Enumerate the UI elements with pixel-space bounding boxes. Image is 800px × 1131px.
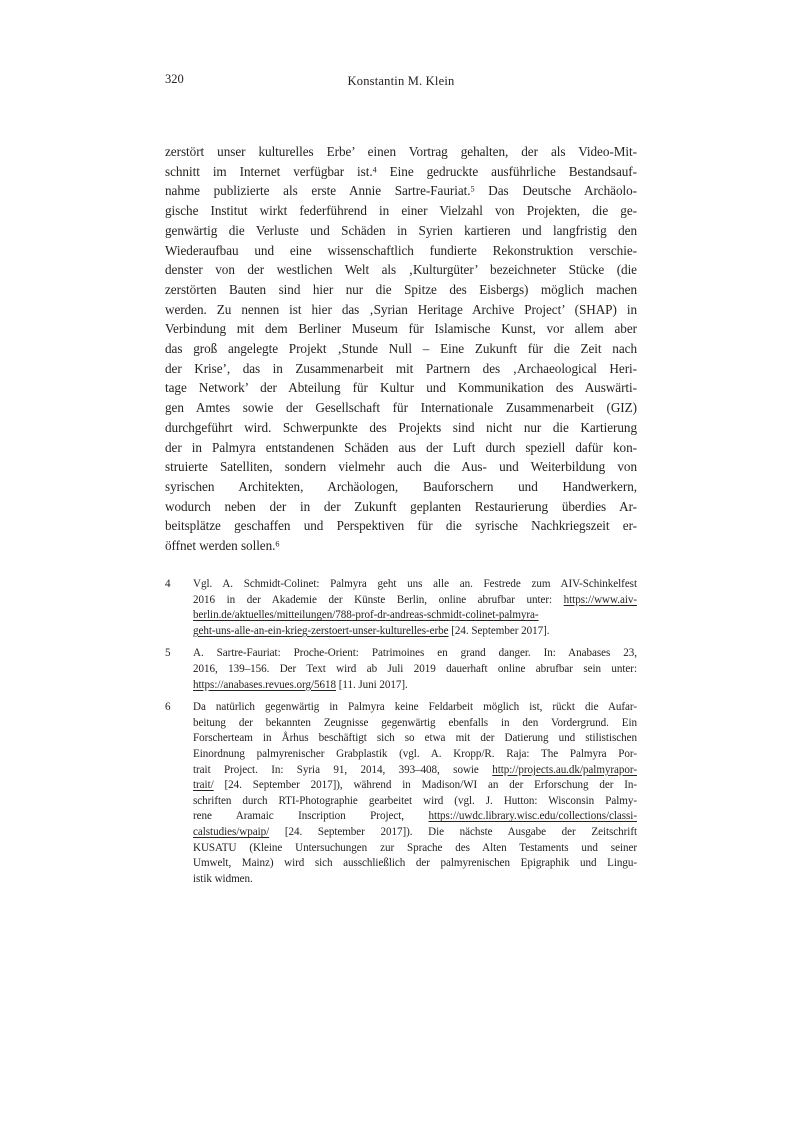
- text-line: Umwelt, Mainz) wird sich ausschließlich der palmyrenischen Epigraphik und Lingu-: [193, 857, 637, 870]
- text-line: werden. Zu nennen ist hier das ‚Syrian Heritage Archive Project’ (SHAP) in: [165, 301, 637, 317]
- text-line: Wiederaufbau und eine wissenschaftlich fundierte Rekonstruktion verschie-: [165, 242, 637, 258]
- footnote: [165, 577, 637, 639]
- footnote: [165, 646, 637, 693]
- text-line: trait/ [24. September 2017]), während in Madison/WI an der Erforschung der In-: [193, 779, 637, 792]
- text-line: istik widmen.: [193, 872, 253, 885]
- footnote-number: 6: [165, 701, 171, 714]
- footnote-reference: 6: [275, 539, 280, 549]
- footnote-text: [193, 577, 637, 639]
- footnote-link[interactable]: https://anabases.revues.org/5618: [193, 678, 337, 691]
- text-line: gische Institut wirkt federführend in einer Vielzahl von Projekten, die ge-: [165, 203, 637, 219]
- text-line: schnitt im Internet verfügbar ist.$^4$ Eine gedruckte ausführliche Bestandsauf-: [165, 163, 637, 179]
- footnote-text: [193, 700, 637, 887]
- text-line: struierte Satelliten, sondern vielmehr auch die Aus- und Weiterbildung von: [165, 459, 637, 475]
- text-line: der Krise’, das in Zusammenarbeit mit Partnern des ‚Archaeological Heri-: [165, 360, 637, 376]
- footnote-text: [193, 646, 637, 693]
- running-header: [165, 71, 637, 89]
- text-line: das groß angelegte Projekt ‚Stunde Null – Eine Zukunft für die Zeit nach: [165, 341, 637, 357]
- text-line: Vgl. A. Schmidt-Colinet: Palmyra geht uns alle an. Festrede zum AIV-Schinkelfest: [193, 578, 637, 590]
- text-line: Forscherteam in Århus beschäftigt sich so etwa mit der Datierung und stilistischen: [193, 732, 637, 745]
- footnote-number: 5: [165, 647, 171, 660]
- text-line: KUSATU (Kleine Untersuchungen zur Sprache des Alten Testaments und seiner: [193, 841, 637, 854]
- text-line: [193, 608, 637, 624]
- footnote-link[interactable]: http://projects.au.dk/palmyrapor-: [492, 763, 637, 776]
- footnotes-section: [165, 577, 637, 894]
- text-line: trait Project. In: Syria 91, 2014, 393–408, sowie http://projects.au.dk/palmyrapor-: [193, 763, 637, 776]
- text-line: tage Network’ der Abteilung für Kultur und Kommunikation des Auswärti-: [165, 380, 637, 396]
- text-line: 2016, 139–156. Der Text wird ab Juli 2019 dauerhaft online abrufbar sein unter:: [193, 662, 637, 675]
- text-line: Einordnung palmyrenischer Grabplastik (vgl. A. Kropp/R. Raja: The Palmyra Por-: [193, 747, 637, 760]
- footnote-link[interactable]: https://uwdc.library.wisc.edu/collections/classi-: [428, 810, 637, 823]
- running-header-title: Konstantin M. Klein: [347, 74, 455, 88]
- text-line: 2016 in der Akademie der Künste Berlin, online abrufbar unter: https://www.aiv-: [193, 593, 637, 606]
- text-line: nahme publizierte als erste Annie Sartre-Fauriat.$^5$ Das Deutsche Archäolo-: [165, 183, 637, 199]
- text-line: syrischen Architekten, Archäologen, Bauforschern und Handwerkern,: [165, 478, 637, 494]
- page-number: 320: [165, 72, 184, 86]
- text-line: Verbindung mit dem Berliner Museum für Islamische Kunst, vor allem aber: [165, 321, 637, 337]
- text-line: rene Aramaic Inscription Project, https://uwdc.library.wisc.edu/collections/classi-: [193, 810, 637, 823]
- footnote-reference: 5: [470, 184, 475, 194]
- text-line: calstudies/wpaip/ [24. September 2017]). Die nächste Ausgabe der Zeitschrift: [193, 825, 637, 838]
- text-line: geht-uns-alle-an-ein-krieg-zerstoert-unser-kulturelles-erbe [24. September 2017].: [193, 624, 550, 637]
- text-line: beitung der bekannten Zeugnisse gegenwärtig ebenfalls in den Vordergrund. Ein: [193, 716, 637, 729]
- text-line: zerstört unser kulturelles Erbe’ einen Vortrag gehalten, der als Video-Mit-: [165, 144, 637, 159]
- text-line: https://anabases.revues.org/5618 [11. Juni 2017].: [193, 678, 408, 691]
- footnote-link[interactable]: calstudies/wpaip/: [193, 825, 270, 838]
- footnote-link[interactable]: trait/: [193, 779, 214, 792]
- body-text: [165, 142, 637, 556]
- footnote-link[interactable]: geht-uns-alle-an-ein-krieg-zerstoert-unser-kulturelles-erbe: [193, 624, 449, 637]
- text-line: wodurch neben der in der Zukunft geplanten Restaurierung überdies Ar-: [165, 498, 637, 514]
- footnote-link[interactable]: https://www.aiv-: [563, 593, 637, 606]
- footnote-number: 4: [165, 578, 171, 590]
- footnote-reference: 4: [372, 165, 377, 175]
- text-line: durchgeführt wird. Schwerpunkte des Projekts sind nicht nur die Kartierung: [165, 419, 637, 435]
- text-line: schriften durch RTI-Photographie gearbeitet wird (vgl. J. Hutton: Wisconsin Palmy-: [193, 794, 637, 807]
- text-line: der in Palmyra entstandenen Schäden aus der Luft durch speziell dafür kon-: [165, 439, 637, 455]
- text-line: denster von der westlichen Welt als ‚Kulturgüter’ bezeichneter Stücke (die: [165, 262, 637, 278]
- footnote-link[interactable]: berlin.de/aktuelles/mitteilungen/788-prof-dr-andreas-schmidt-colinet-palmyra-: [193, 609, 539, 622]
- text-line: öffnet werden sollen.$^6$: [165, 538, 280, 554]
- text-line: genwärtig die Verluste und Schäden in Syrien kartieren und langfristig den: [165, 222, 637, 238]
- text-line: A. Sartre-Fauriat: Proche-Orient: Patrimoines en grand danger. In: Anabases 23,: [193, 647, 637, 660]
- text-line: Da natürlich gegenwärtig in Palmyra keine Feldarbeit möglich ist, rückt die Aufar-: [193, 701, 637, 714]
- footnote: [165, 700, 637, 887]
- text-line: zerstörten Bauten sind hier nur die Spitze des Eisbergs) möglich machen: [165, 281, 637, 297]
- text-line: beitsplätze geschaffen und Perspektiven für die syrische Nachkriegszeit er-: [165, 518, 637, 534]
- text-line: gen Amtes sowie der Gesellschaft für Internationale Zusammenarbeit (GIZ): [165, 400, 637, 416]
